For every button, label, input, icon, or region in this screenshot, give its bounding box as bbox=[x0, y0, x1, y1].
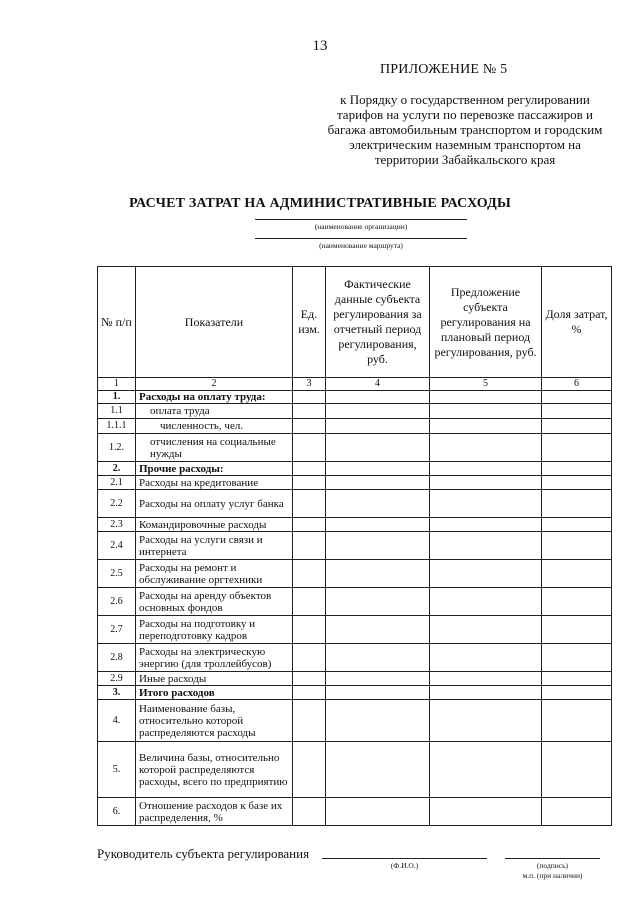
row-label: Расходы на оплату труда: bbox=[136, 391, 293, 404]
cell-actual bbox=[326, 404, 430, 419]
cell-share bbox=[542, 700, 612, 742]
cell-unit bbox=[293, 742, 326, 798]
row-label: Расходы на подготовку и переподготовку кадров bbox=[136, 616, 293, 644]
cell-actual bbox=[326, 476, 430, 490]
cell-actual bbox=[326, 616, 430, 644]
cell-actual bbox=[326, 490, 430, 518]
row-label: оплата труда bbox=[136, 404, 293, 419]
cell-unit bbox=[293, 798, 326, 826]
cell-actual bbox=[326, 462, 430, 476]
row-label: Расходы на оплату услуг банка bbox=[136, 490, 293, 518]
cell-unit bbox=[293, 686, 326, 700]
cell-actual bbox=[326, 686, 430, 700]
cell-proposed bbox=[430, 700, 542, 742]
cell-proposed bbox=[430, 434, 542, 462]
row-number: 2.7 bbox=[98, 616, 136, 644]
table-row bbox=[98, 686, 612, 700]
route-name-line bbox=[255, 238, 467, 239]
cell-actual bbox=[326, 588, 430, 616]
cell-unit bbox=[293, 476, 326, 490]
row-number: 2.5 bbox=[98, 560, 136, 588]
row-label: Командировочные расходы bbox=[136, 518, 293, 532]
cell-share bbox=[542, 742, 612, 798]
column-number: 1 bbox=[98, 378, 136, 391]
row-number: 1. bbox=[98, 391, 136, 404]
row-label: Расходы на кредитование bbox=[136, 476, 293, 490]
cell-unit bbox=[293, 616, 326, 644]
cell-share bbox=[542, 476, 612, 490]
row-label: численность, чел. bbox=[136, 419, 293, 434]
cell-unit bbox=[293, 419, 326, 434]
table-row bbox=[98, 434, 612, 462]
table-row bbox=[98, 419, 612, 434]
cell-proposed bbox=[430, 798, 542, 826]
table-row bbox=[98, 476, 612, 490]
row-label: Расходы на аренду объектов основных фондов bbox=[136, 588, 293, 616]
table-row bbox=[98, 700, 612, 742]
cell-proposed bbox=[430, 560, 542, 588]
table-row bbox=[98, 404, 612, 419]
table-row bbox=[98, 798, 612, 826]
cell-actual bbox=[326, 742, 430, 798]
table-row bbox=[98, 518, 612, 532]
table-row bbox=[98, 532, 612, 560]
cell-proposed bbox=[430, 419, 542, 434]
cell-share bbox=[542, 462, 612, 476]
row-label: Величина базы, относительно которой распределяются расходы, всего по предприятию bbox=[136, 742, 293, 798]
row-number: 6. bbox=[98, 798, 136, 826]
fio-line bbox=[322, 858, 487, 859]
header-cell: Фактические данные субъекта регулирования за отчетный период регулирования, руб. bbox=[326, 267, 430, 378]
header-cell: Предложение субъекта регулирования на плановый период регулирования, руб. bbox=[430, 267, 542, 378]
cell-proposed bbox=[430, 588, 542, 616]
page-number: 13 bbox=[312, 38, 328, 54]
column-number: 6 bbox=[542, 378, 612, 391]
row-number: 2.4 bbox=[98, 532, 136, 560]
cell-share bbox=[542, 518, 612, 532]
cell-actual bbox=[326, 644, 430, 672]
document-title: РАСЧЕТ ЗАТРАТ НА АДМИНИСТРАТИВНЫЕ РАСХОДЫ bbox=[129, 196, 511, 211]
row-number: 1.1 bbox=[98, 404, 136, 419]
row-number: 2.3 bbox=[98, 518, 136, 532]
cell-unit bbox=[293, 391, 326, 404]
organization-caption: (наименование организации) bbox=[314, 222, 408, 231]
cell-share bbox=[542, 419, 612, 434]
cell-share bbox=[542, 434, 612, 462]
row-label: Расходы на ремонт и обслуживание оргтехники bbox=[136, 560, 293, 588]
cell-unit bbox=[293, 588, 326, 616]
cell-unit bbox=[293, 490, 326, 518]
cell-share bbox=[542, 490, 612, 518]
row-number: 2.1 bbox=[98, 476, 136, 490]
cell-share bbox=[542, 644, 612, 672]
cell-unit bbox=[293, 672, 326, 686]
row-number: 2. bbox=[98, 462, 136, 476]
table-row bbox=[98, 616, 612, 644]
cell-actual bbox=[326, 419, 430, 434]
row-number: 5. bbox=[98, 742, 136, 798]
manager-signature-label: Руководитель субъекта регулирования bbox=[97, 846, 310, 861]
row-label: Итого расходов bbox=[136, 686, 293, 700]
stamp-caption: м.п. (при наличии) bbox=[522, 871, 583, 880]
cell-share bbox=[542, 798, 612, 826]
cell-actual bbox=[326, 560, 430, 588]
row-number: 2.8 bbox=[98, 644, 136, 672]
table-row bbox=[98, 644, 612, 672]
row-number: 1.1.1 bbox=[98, 419, 136, 434]
cell-proposed bbox=[430, 616, 542, 644]
cell-unit bbox=[293, 404, 326, 419]
cell-unit bbox=[293, 700, 326, 742]
cell-unit bbox=[293, 518, 326, 532]
cell-proposed bbox=[430, 742, 542, 798]
cell-proposed bbox=[430, 644, 542, 672]
cell-share bbox=[542, 560, 612, 588]
cell-actual bbox=[326, 700, 430, 742]
row-number: 2.9 bbox=[98, 672, 136, 686]
row-label: Расходы на электрическую энергию (для троллейбусов) bbox=[136, 644, 293, 672]
cell-actual bbox=[326, 672, 430, 686]
table-row bbox=[98, 672, 612, 686]
table-row bbox=[98, 588, 612, 616]
cell-proposed bbox=[430, 686, 542, 700]
table-header-row bbox=[98, 267, 612, 378]
row-label: отчисления на социальные нужды bbox=[136, 434, 293, 462]
row-label: Расходы на услуги связи и интернета bbox=[136, 532, 293, 560]
cell-actual bbox=[326, 518, 430, 532]
cell-share bbox=[542, 391, 612, 404]
row-label: Иные расходы bbox=[136, 672, 293, 686]
cell-proposed bbox=[430, 462, 542, 476]
row-number: 4. bbox=[98, 700, 136, 742]
table-row bbox=[98, 391, 612, 404]
cell-share bbox=[542, 672, 612, 686]
organization-name-line bbox=[255, 219, 467, 220]
cell-proposed bbox=[430, 490, 542, 518]
cell-proposed bbox=[430, 532, 542, 560]
cell-proposed bbox=[430, 476, 542, 490]
cell-proposed bbox=[430, 518, 542, 532]
cell-actual bbox=[326, 391, 430, 404]
table-row bbox=[98, 490, 612, 518]
cell-unit bbox=[293, 434, 326, 462]
signature-caption: (подпись) bbox=[536, 861, 569, 870]
cost-table bbox=[97, 266, 612, 826]
route-caption: (наименование маршрута) bbox=[319, 241, 403, 250]
row-label: Отношение расходов к базе их распределения, % bbox=[136, 798, 293, 826]
header-cell: Показатели bbox=[136, 267, 293, 378]
cell-actual bbox=[326, 798, 430, 826]
table-row bbox=[98, 742, 612, 798]
cell-proposed bbox=[430, 672, 542, 686]
column-number-row bbox=[98, 378, 612, 391]
cell-unit bbox=[293, 644, 326, 672]
appendix-title: ПРИЛОЖЕНИЕ № 5 bbox=[380, 62, 508, 77]
row-label: Наименование базы, относительно которой распределяются расходы bbox=[136, 700, 293, 742]
cell-proposed bbox=[430, 404, 542, 419]
table-row bbox=[98, 462, 612, 476]
cell-share bbox=[542, 404, 612, 419]
cell-unit bbox=[293, 560, 326, 588]
signature-line bbox=[505, 858, 600, 859]
cell-proposed bbox=[430, 391, 542, 404]
header-cell: Ед. изм. bbox=[293, 267, 326, 378]
cell-share bbox=[542, 686, 612, 700]
fio-caption: (Ф.И.О.) bbox=[390, 861, 419, 870]
table-row bbox=[98, 560, 612, 588]
appendix-subtitle: к Порядку о государственном регулировании тарифов на услуги по перевозке пассажиров и багажа автомобильным транспортом и городским электрическим наземным транспортом на территории Забайкальского края bbox=[327, 92, 603, 167]
cell-share bbox=[542, 616, 612, 644]
column-number: 5 bbox=[430, 378, 542, 391]
column-number: 4 bbox=[326, 378, 430, 391]
header-cell: Доля затрат, % bbox=[542, 267, 612, 378]
header-cell: № п/п bbox=[98, 267, 136, 378]
row-number: 1.2. bbox=[98, 434, 136, 462]
row-number: 2.2 bbox=[98, 490, 136, 518]
column-number: 3 bbox=[293, 378, 326, 391]
cell-unit bbox=[293, 462, 326, 476]
cell-actual bbox=[326, 532, 430, 560]
cell-share bbox=[542, 588, 612, 616]
cell-share bbox=[542, 532, 612, 560]
column-number: 2 bbox=[136, 378, 293, 391]
cell-actual bbox=[326, 434, 430, 462]
row-number: 3. bbox=[98, 686, 136, 700]
cell-unit bbox=[293, 532, 326, 560]
row-label: Прочие расходы: bbox=[136, 462, 293, 476]
row-number: 2.6 bbox=[98, 588, 136, 616]
